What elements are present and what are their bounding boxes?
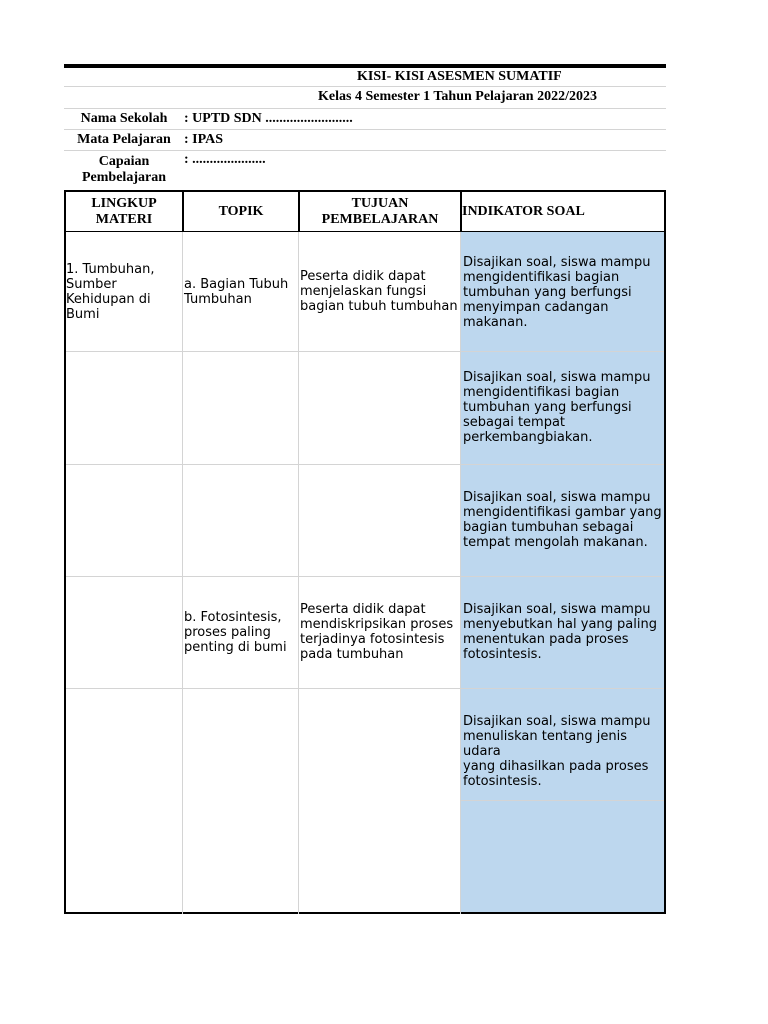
cell-line: b. Fotosintesis, <box>184 610 282 625</box>
cell-indikator <box>463 714 663 789</box>
cell-line: mengidentifikasi bagian <box>463 270 620 285</box>
row-gridline <box>64 688 666 689</box>
cell-line: Tumbuhan <box>184 292 252 307</box>
achievement-value: : ..................... <box>184 152 266 167</box>
cell-line: menjelaskan fungsi <box>300 284 427 299</box>
cell-line: menyebutkan hal yang paling <box>463 617 657 632</box>
cell-line: Peserta didik dapat <box>300 269 426 284</box>
cell-line: tumbuhan yang berfungsi <box>463 400 632 415</box>
cell-line: Disajikan soal, siswa mampu <box>463 714 651 729</box>
cell-line: Bumi <box>66 307 100 322</box>
cell-line: Disajikan soal, siswa mampu <box>463 255 651 270</box>
cell-line: perkembangbiakan. <box>463 430 593 445</box>
column-header-line: TUJUAN <box>351 196 409 211</box>
subject-label: Mata Pelajaran <box>77 132 171 147</box>
row-gridline <box>64 351 666 352</box>
cell-line: Peserta didik dapat <box>300 602 426 617</box>
cell-line: tumbuhan yang berfungsi <box>463 285 632 300</box>
cell-indikator <box>463 490 663 550</box>
cell-line: bagian tubuh tumbuhan <box>300 299 458 314</box>
gridline <box>64 86 666 87</box>
cell-line: yang dihasilkan pada proses <box>463 759 649 774</box>
achievement-label-line1: Capaian <box>98 154 150 169</box>
cell-line: fotosintesis. <box>463 647 542 662</box>
cell-line: 1. Tumbuhan, <box>66 262 155 277</box>
row-gridline <box>64 464 666 465</box>
column-header-line: PEMBELAJARAN <box>321 212 439 227</box>
column-header-line: MATERI <box>95 212 153 227</box>
cell-tujuan <box>300 602 460 662</box>
column-header-line: LINGKUP <box>91 196 157 211</box>
cell-line: penting di bumi <box>184 640 287 655</box>
cell-line: fotosintesis. <box>463 774 542 789</box>
gridline <box>64 150 666 151</box>
cell-line: Kehidupan di <box>66 292 151 307</box>
cell-line: mengidentifikasi bagian <box>463 385 620 400</box>
cell-indikator <box>463 602 663 662</box>
school-value: : UPTD SDN ......................... <box>184 111 353 126</box>
cell-line: mengidentifikasi gambar yang <box>463 505 662 520</box>
header-bottom-border <box>64 231 666 232</box>
cell-line: bagian tumbuhan sebagai <box>463 520 634 535</box>
achievement-label-line2: Pembelajaran <box>82 170 166 185</box>
cell-line: Sumber <box>66 277 117 292</box>
table-bottom-border <box>64 912 666 914</box>
cell-line: pada tumbuhan <box>300 647 404 662</box>
achievement-label <box>64 154 184 186</box>
row-gridline <box>64 576 666 577</box>
column-header-tujuan <box>300 196 460 228</box>
cell-line: makanan. <box>463 315 528 330</box>
cell-topik <box>184 277 298 307</box>
cell-line: tempat mengolah makanan. <box>463 535 648 550</box>
cell-line: menuliskan tentang jenis udara <box>463 729 628 759</box>
cell-line: sebagai tempat <box>463 415 566 430</box>
top-border <box>64 64 666 68</box>
column-divider <box>298 190 299 914</box>
column-header-topik: TOPIK <box>218 204 264 219</box>
cell-indikator <box>463 370 663 445</box>
cell-line: Disajikan soal, siswa mampu <box>463 602 651 617</box>
school-label: Nama Sekolah <box>80 111 168 126</box>
cell-line: proses paling <box>184 625 271 640</box>
cell-line: terjadinya fotosintesis <box>300 632 445 647</box>
cell-line: a. Bagian Tubuh <box>184 277 289 292</box>
cell-lingkup <box>66 262 180 322</box>
cell-line: menyimpan cadangan <box>463 300 609 315</box>
cell-line: mendiskripsikan proses <box>300 617 454 632</box>
cell-line: Disajikan soal, siswa mampu <box>463 490 651 505</box>
table-top-border <box>64 190 666 192</box>
gridline <box>64 108 666 109</box>
cell-indikator <box>463 255 663 330</box>
cell-topik <box>184 610 298 655</box>
document-subtitle: Kelas 4 Semester 1 Tahun Pelajaran 2022/2023 <box>318 89 597 104</box>
cell-tujuan <box>300 269 460 314</box>
row-gridline <box>461 800 665 801</box>
subject-value: : IPAS <box>184 132 224 147</box>
indicator-column-fill <box>461 232 665 913</box>
cell-line: menentukan pada proses <box>463 632 629 647</box>
gridline <box>64 129 666 130</box>
column-divider <box>182 190 183 914</box>
column-divider <box>460 190 461 914</box>
column-header-lingkup <box>66 196 182 228</box>
cell-line: Disajikan soal, siswa mampu <box>463 370 651 385</box>
document-title: KISI- KISI ASESMEN SUMATIF <box>357 69 562 84</box>
table-right-border <box>664 190 666 914</box>
column-header-indikator: INDIKATOR SOAL <box>462 204 585 219</box>
